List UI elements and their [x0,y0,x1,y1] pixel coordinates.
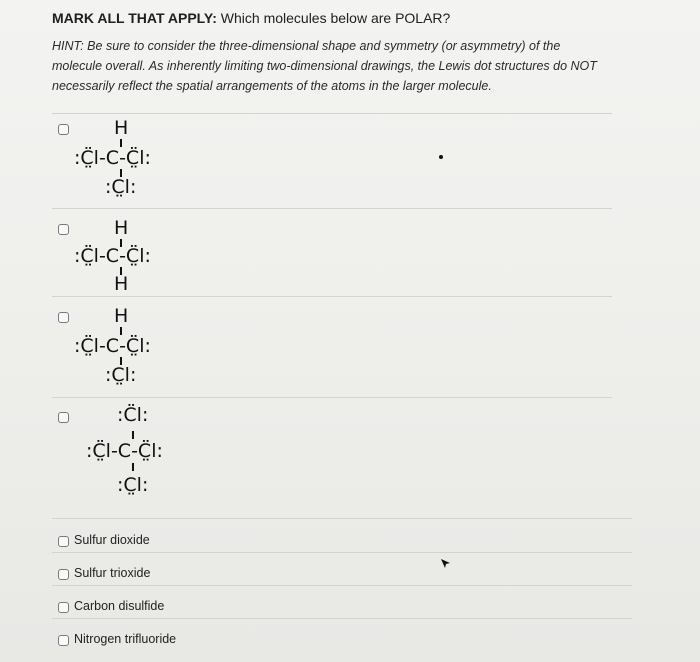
option-nitrogen-trifluoride-checkbox[interactable] [58,635,69,646]
molecule-2-top-atom: H [114,217,129,239]
molecule-1-checkbox[interactable] [58,124,69,135]
option-sulfur-dioxide-label[interactable]: Sulfur dioxide [74,533,150,547]
molecule-4-top-atom: :C̈l: [117,404,149,426]
molecule-4-checkbox[interactable] [58,412,69,423]
molecule-2-bottom-atom: H [114,273,129,295]
divider [52,397,612,398]
option-nitrogen-trifluoride-label[interactable]: Nitrogen trifluoride [74,632,177,646]
divider [52,518,632,519]
divider [52,552,632,553]
question-prefix: MARK ALL THAT APPLY: [52,10,217,26]
stray-dot [439,155,443,159]
molecule-3-top-atom: H [114,305,129,327]
bond [132,431,134,439]
molecule-2-middle-chain: :C̤̈l-C-C̤̈l: [74,245,151,267]
divider [52,208,612,209]
molecule-4-bottom-atom: :C̤l: [117,474,149,496]
question-body: Which molecules below are POLAR? [216,10,451,26]
molecule-3-checkbox[interactable] [58,312,69,323]
molecule-3-bottom-atom: :C̤l: [105,364,137,386]
divider [52,618,632,619]
bond [120,327,122,335]
molecule-1-middle-chain: :C̤̈l-C-C̤̈l: [74,147,151,169]
molecule-1-bottom-atom: :C̤l: [105,176,137,198]
divider [52,113,612,114]
divider [52,585,632,586]
mouse-pointer-icon [440,558,452,570]
option-sulfur-trioxide-label[interactable]: Sulfur trioxide [74,566,151,580]
molecule-3-middle-chain: :C̤̈l-C-C̤̈l: [74,335,151,357]
hint-text: HINT: Be sure to consider the three-dimensional shape and symmetry (or asymmetry) of the molecule overall. As inherently limiting two-dimensional drawings, the Lewis dot structures do NOT necessarily reflect the spatial arrangements of the atoms in the larger molecule. [52,39,597,93]
molecule-1-top-atom: H [114,117,129,139]
question-text [52,10,450,26]
option-sulfur-dioxide-checkbox[interactable] [58,536,69,547]
molecule-2-checkbox[interactable] [58,224,69,235]
bond [132,463,134,471]
option-carbon-disulfide-label[interactable]: Carbon disulfide [74,599,165,613]
option-sulfur-trioxide-checkbox[interactable] [58,569,69,580]
option-carbon-disulfide-checkbox[interactable] [58,602,69,613]
bond [120,139,122,147]
divider [52,296,612,297]
molecule-4-middle-chain: :C̤̈l-C-C̤̈l: [86,440,163,462]
